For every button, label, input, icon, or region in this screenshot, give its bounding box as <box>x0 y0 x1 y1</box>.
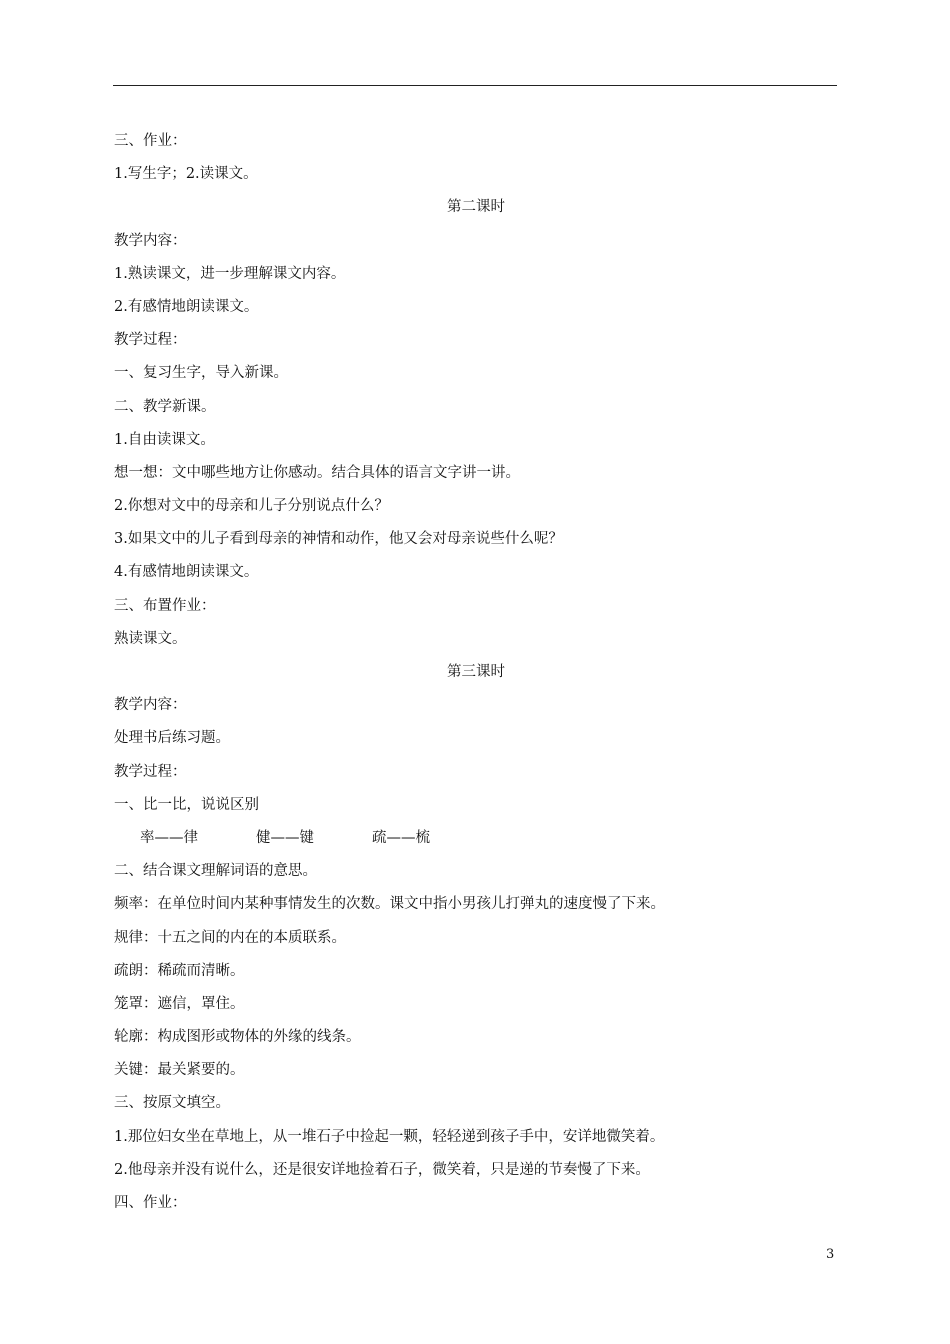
text-line: 一、比一比，说说区别 <box>114 796 259 813</box>
text-line: 2.他母亲并没有说什么，还是很安详地捡着石子，微笑着，只是递的节奏慢了下来。 <box>114 1161 650 1178</box>
header-rule <box>113 85 837 86</box>
text-line: 2.有感情地朗读课文。 <box>114 298 259 315</box>
text-line: 轮廓：构成图形或物体的外缘的线条。 <box>114 1029 361 1046</box>
character-pair: 率——律 <box>140 829 198 846</box>
text-line: 2.你想对文中的母亲和儿子分别说点什么？ <box>114 498 389 515</box>
text-line: 教学过程： <box>114 763 187 780</box>
text-line: 一、复习生字，导入新课。 <box>114 365 288 382</box>
text-line: 教学过程： <box>114 332 187 349</box>
document-body <box>114 125 838 1220</box>
text-line: 想一想：文中哪些地方让你感动。结合具体的语言文字讲一讲。 <box>114 464 520 481</box>
text-line: 3.如果文中的儿子看到母亲的神情和动作，他又会对母亲说些什么呢？ <box>114 531 563 548</box>
text-line: 规律：十五之间的内在的本质联系。 <box>114 929 346 946</box>
character-pair: 疏——梳 <box>372 829 430 846</box>
text-line: 三、作业： <box>114 133 187 149</box>
text-line: 笼罩：遮信，罩住。 <box>114 995 245 1012</box>
text-line: 1.写生字；2.读课文。 <box>114 166 258 183</box>
text-line: 二、教学新课。 <box>114 398 216 415</box>
text-line: 三、按原文填空。 <box>114 1095 230 1112</box>
text-line: 教学内容： <box>114 232 187 249</box>
text-line: 1.那位妇女坐在草地上，从一堆石子中捡起一颗，轻轻递到孩子手中，安详地微笑着。 <box>114 1128 665 1145</box>
section-heading: 第二课时 <box>447 199 505 216</box>
text-line: 熟读课文。 <box>114 630 187 647</box>
text-line: 四、作业： <box>114 1195 187 1211</box>
text-line: 关键：最关紧要的。 <box>114 1062 245 1079</box>
text-line: 疏朗：稀疏而清晰。 <box>114 962 245 979</box>
character-comparison-row <box>114 822 838 855</box>
text-line: 教学内容： <box>114 697 187 714</box>
text-line: 二、结合课文理解词语的意思。 <box>114 863 317 880</box>
page-number: 3 <box>826 1247 835 1262</box>
section-heading: 第三课时 <box>447 664 505 680</box>
text-line: 频率：在单位时间内某种事情发生的次数。课文中指小男孩儿打弹丸的速度慢了下来。 <box>114 896 665 913</box>
text-line: 1.熟读课文，进一步理解课文内容。 <box>114 265 346 282</box>
text-line: 1.自由读课文。 <box>114 431 215 448</box>
text-line: 处理书后练习题。 <box>114 730 230 747</box>
character-pair: 健——键 <box>256 829 314 846</box>
text-line: 三、布置作业： <box>114 597 216 614</box>
text-line: 4.有感情地朗读课文。 <box>114 564 259 581</box>
